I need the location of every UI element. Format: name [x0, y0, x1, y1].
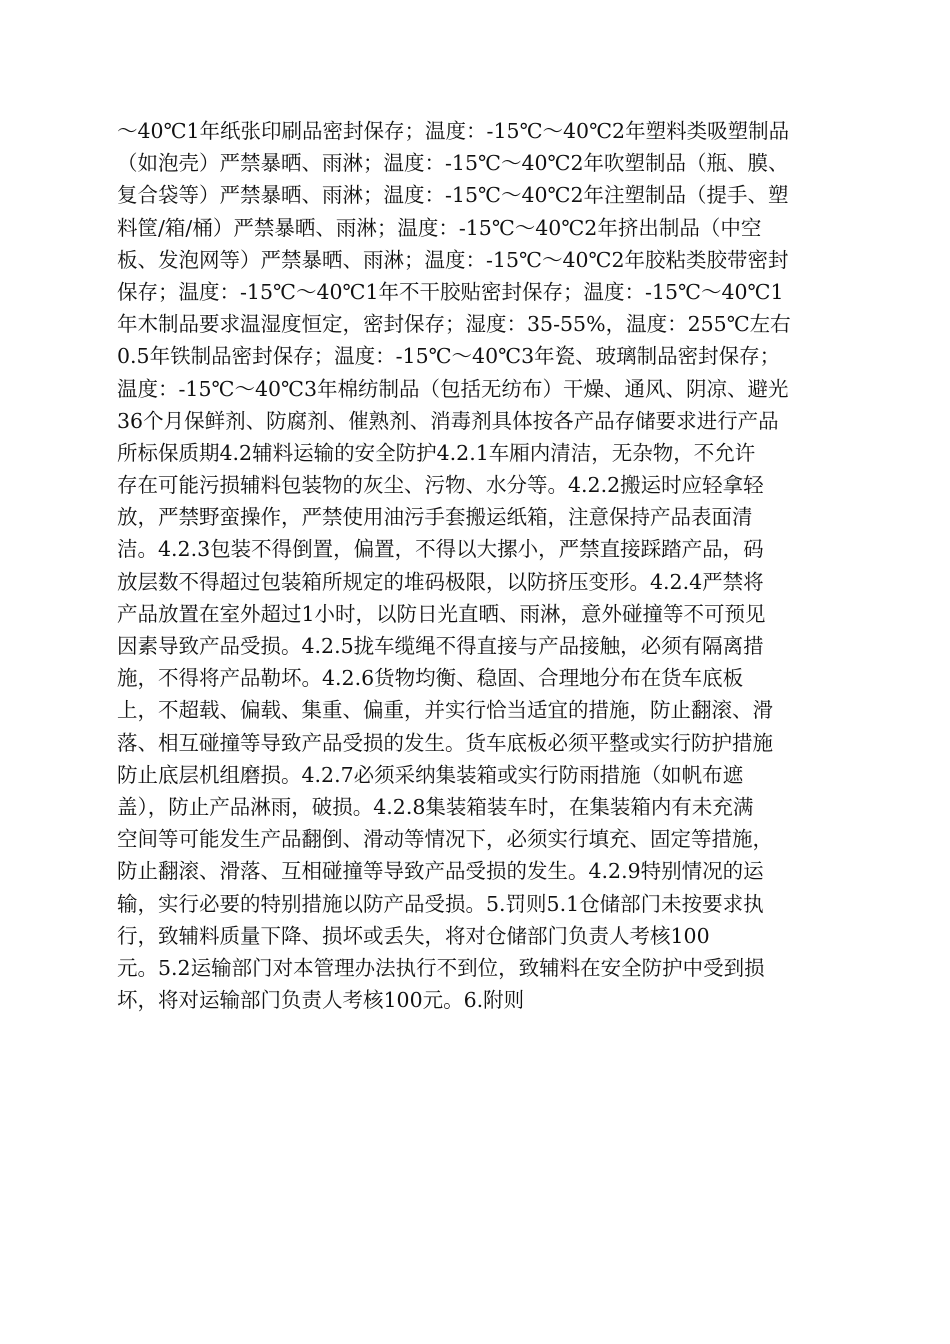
text-line: 施，不得将产品勒坏。4.2.6货物均衡、稳固、合理地分布在货车底板 — [117, 666, 744, 691]
body-text — [117, 115, 857, 1016]
text-line: 行，致辅料质量下降、损坏或丢失，将对仓储部门负责人考核100 — [117, 923, 710, 948]
text-line: 空间等可能发生产品翻倒、滑动等情况下，必须实行填充、固定等措施， — [117, 827, 773, 852]
text-line: 放层数不得超过包装箱所规定的堆码极限，以防挤压变形。4.2.4严禁将 — [117, 569, 764, 594]
text-line: 产品放置在室外超过1小时，以防日光直晒、雨淋，意外碰撞等不可预见 — [117, 601, 766, 626]
text-line: 保存；温度：-15℃～40℃1年不干胶贴密封保存；温度：-15℃～40℃1 — [117, 279, 784, 304]
text-line: 复合袋等）严禁暴晒、雨淋；温度：-15℃～40℃2年注塑制品（提手、塑 — [117, 183, 789, 208]
text-line: 36个月保鲜剂、防腐剂、催熟剂、消毒剂具体按各产品存储要求进行产品 — [117, 408, 779, 433]
text-line: 防止翻滚、滑落、互相碰撞等导致产品受损的发生。4.2.9特别情况的运 — [117, 859, 764, 884]
text-line: 上，不超载、偏载、集重、偏重，并实行恰当适宜的措施，防止翻滚、滑 — [117, 698, 773, 723]
text-line: 温度：-15℃～40℃3年棉纺制品（包括无纺布）干燥、通风、阴凉、避光 — [117, 376, 789, 401]
text-line: （如泡壳）严禁暴晒、雨淋；温度：-15℃～40℃2年吹塑制品（瓶、膜、 — [117, 151, 789, 176]
text-line: 板、发泡网等）严禁暴晒、雨淋；温度：-15℃～40℃2年胶粘类胶带密封 — [117, 247, 789, 272]
text-line: 所标保质期4.2辅料运输的安全防护4.2.1车厢内清洁，无杂物，不允许 — [117, 440, 756, 465]
text-line: 料筐/箱/桶）严禁暴晒、雨淋；温度：-15℃～40℃2年挤出制品（中空 — [117, 215, 762, 240]
text-line: ～40℃1年纸张印刷品密封保存；温度：-15℃～40℃2年塑料类吸塑制品 — [117, 119, 790, 143]
text-line: 0.5年铁制品密封保存；温度：-15℃～40℃3年瓷、玻璃制品密封保存； — [117, 344, 781, 369]
text-line: 放，严禁野蛮操作，严禁使用油污手套搬运纸箱，注意保持产品表面清 — [117, 505, 753, 530]
text-line: 防止底层机组磨损。4.2.7必须采纳集装箱或实行防雨措施（如帆布遮 — [117, 762, 744, 787]
text-line: 落、相互碰撞等导致产品受损的发生。货车底板必须平整或实行防护措施 — [117, 730, 773, 755]
text-line: 盖），防止产品淋雨，破损。4.2.8集装箱装车时，在集装箱内有未充满 — [117, 794, 754, 819]
text-line: 洁。4.2.3包装不得倒置，偏置，不得以大摞小，严禁直接踩踏产品，码 — [117, 537, 764, 562]
text-line: 输，实行必要的特别措施以防产品受损。5.罚则5.1仓储部门未按要求执 — [117, 891, 764, 916]
text-line: 存在可能污损辅料包装物的灰尘、污物、水分等。4.2.2搬运时应轻拿轻 — [117, 473, 764, 498]
text-line: 坏，将对运输部门负责人考核100元。6.附则 — [117, 988, 525, 1013]
text-line: 年木制品要求温湿度恒定，密封保存；湿度：35-55%，温度：255℃左右 — [117, 312, 791, 337]
text-line: 因素导致产品受损。4.2.5拢车缆绳不得直接与产品接触，必须有隔离措 — [117, 634, 764, 658]
text-line: 元。5.2运输部门对本管理办法执行不到位，致辅料在安全防护中受到损 — [117, 955, 765, 980]
